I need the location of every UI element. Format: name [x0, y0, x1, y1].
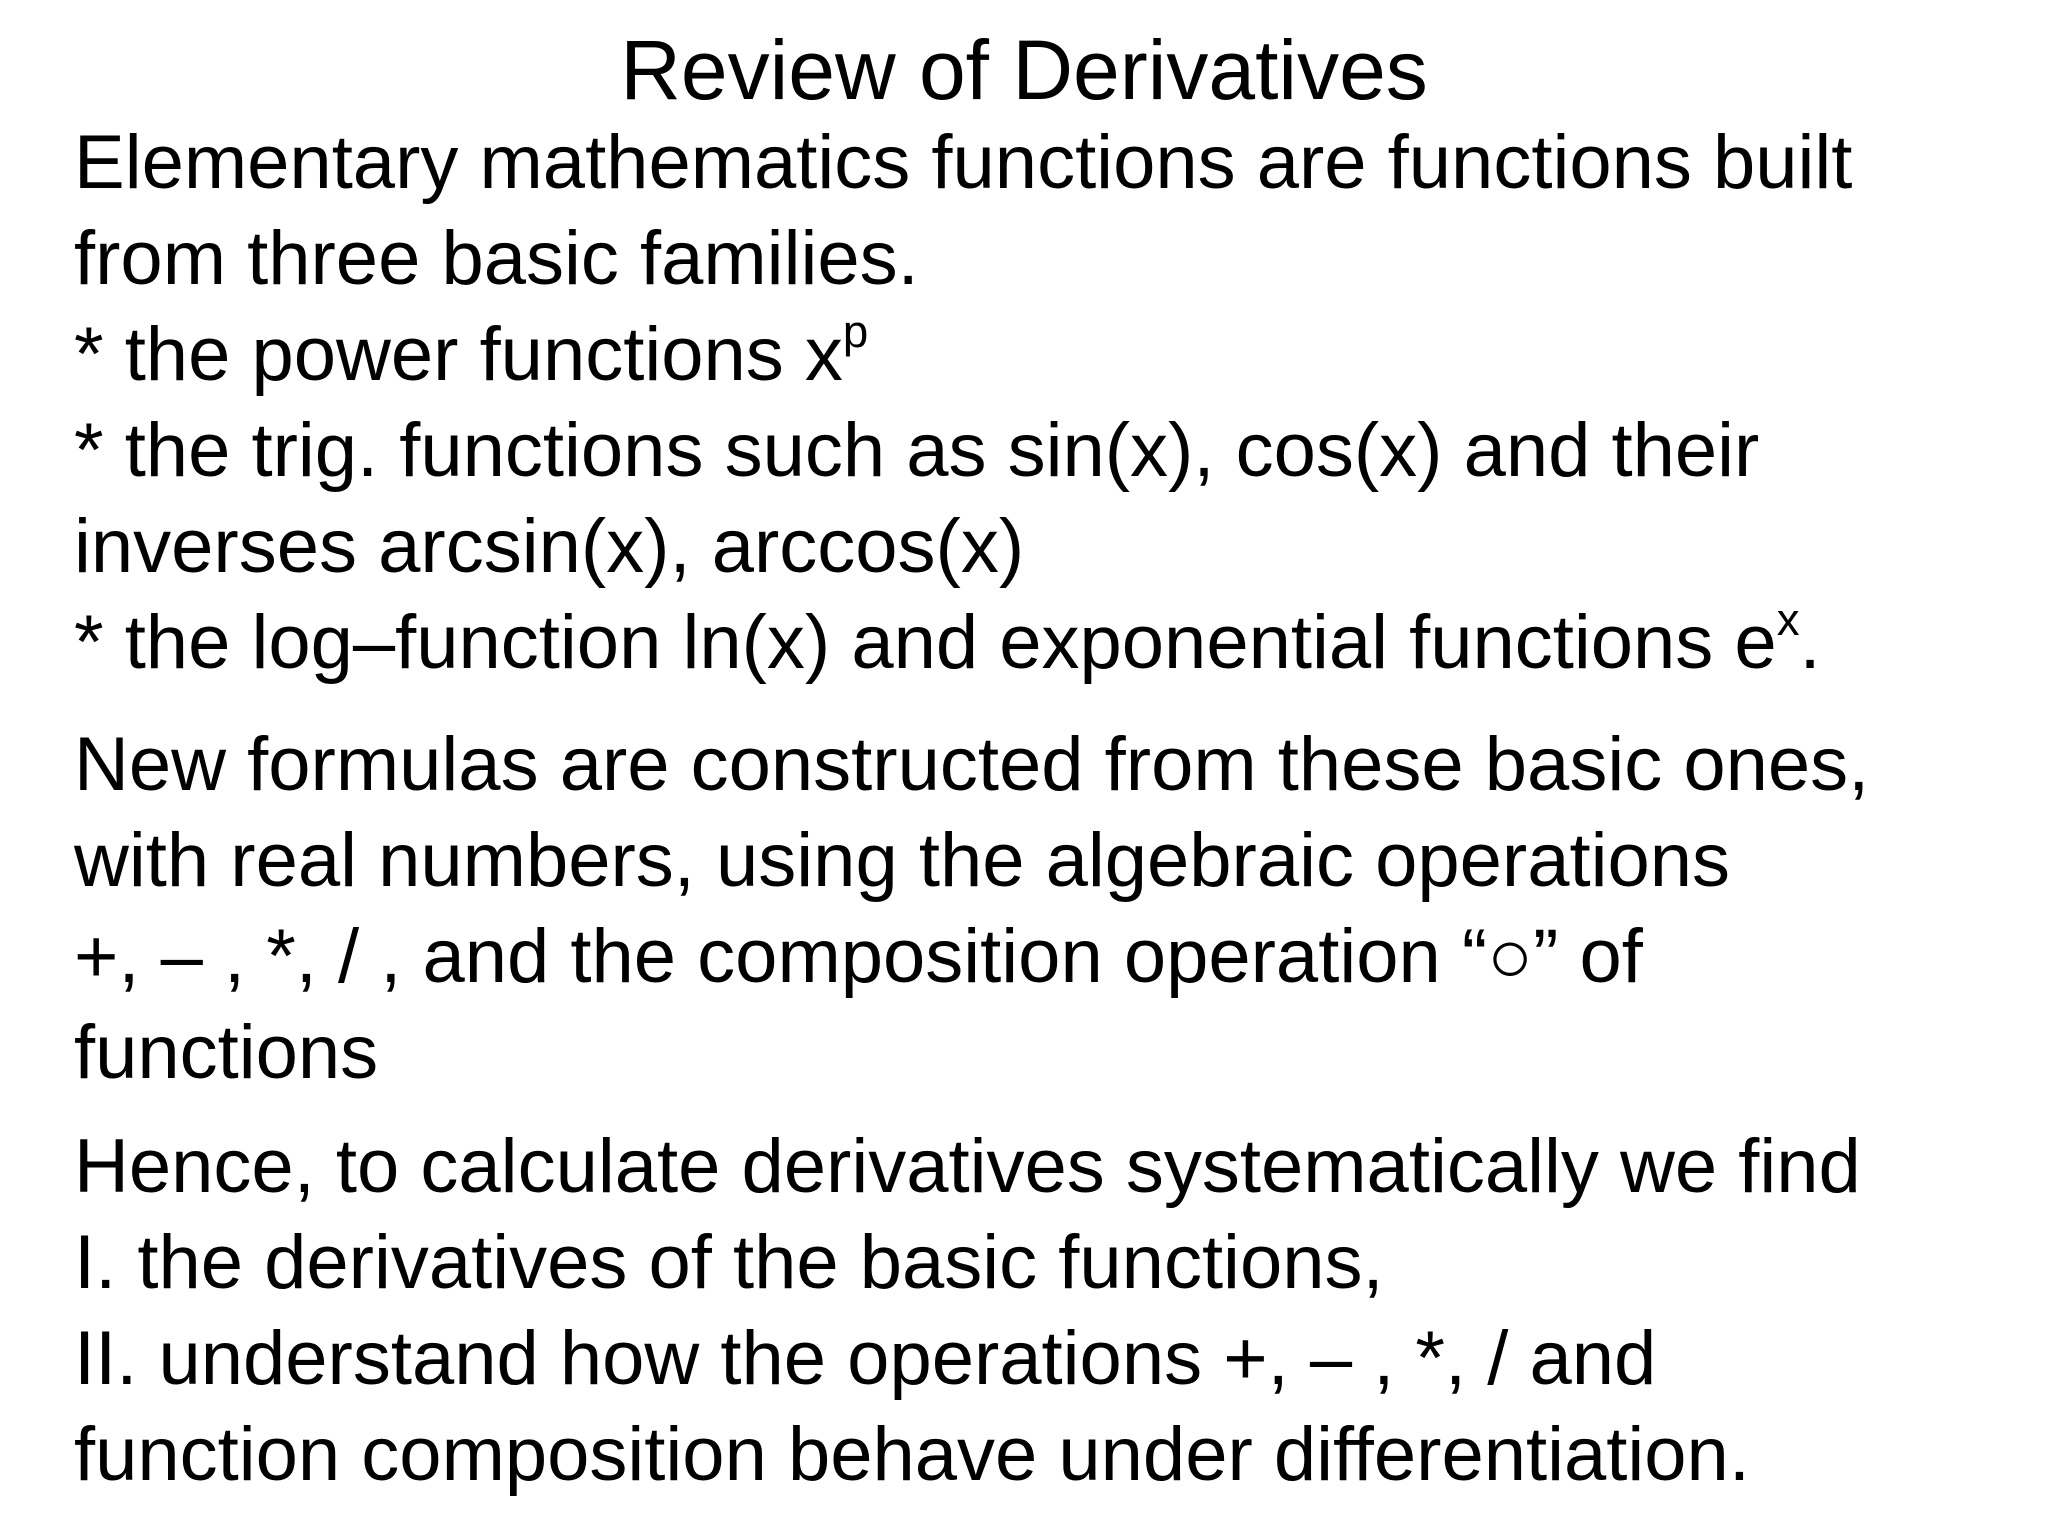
- para3-line3: II. understand how the operations +, – , *, / and: [74, 1316, 1657, 1401]
- slide-title: Review of Derivatives: [620, 23, 1428, 117]
- exponent-p: p: [842, 305, 869, 357]
- bullet-log-exp: [74, 593, 1821, 688]
- para2-line2: with real numbers, using the algebraic operations: [74, 818, 1731, 903]
- para3-line4: function composition behave under differentiation.: [74, 1412, 1750, 1497]
- bullet-log-period: .: [1799, 600, 1821, 685]
- para2-line1: New formulas are constructed from these basic ones,: [74, 722, 1870, 807]
- bullet-trig-line2: inverses arcsin(x), arccos(x): [74, 504, 1025, 589]
- bullet-log-text: * the log–function ln(x) and exponential functions e: [74, 600, 1777, 685]
- para2-line3: +, – , *, / , and the composition operation “○” of: [74, 914, 1643, 999]
- para3-line1: Hence, to calculate derivatives systematically we find: [74, 1124, 1861, 1209]
- para3-line2: I. the derivatives of the basic functions,: [74, 1220, 1384, 1305]
- para1-line2: from three basic families.: [74, 216, 919, 301]
- bullet-power-functions: [74, 305, 869, 400]
- exponent-x: x: [1776, 593, 1800, 645]
- para2-line4: functions: [74, 1010, 379, 1095]
- bullet-power-text: * the power functions x: [74, 312, 843, 397]
- para1-line1: Elementary mathematics functions are functions built: [74, 120, 1853, 205]
- bullet-trig-line1: * the trig. functions such as sin(x), cos(x) and their: [74, 408, 1760, 493]
